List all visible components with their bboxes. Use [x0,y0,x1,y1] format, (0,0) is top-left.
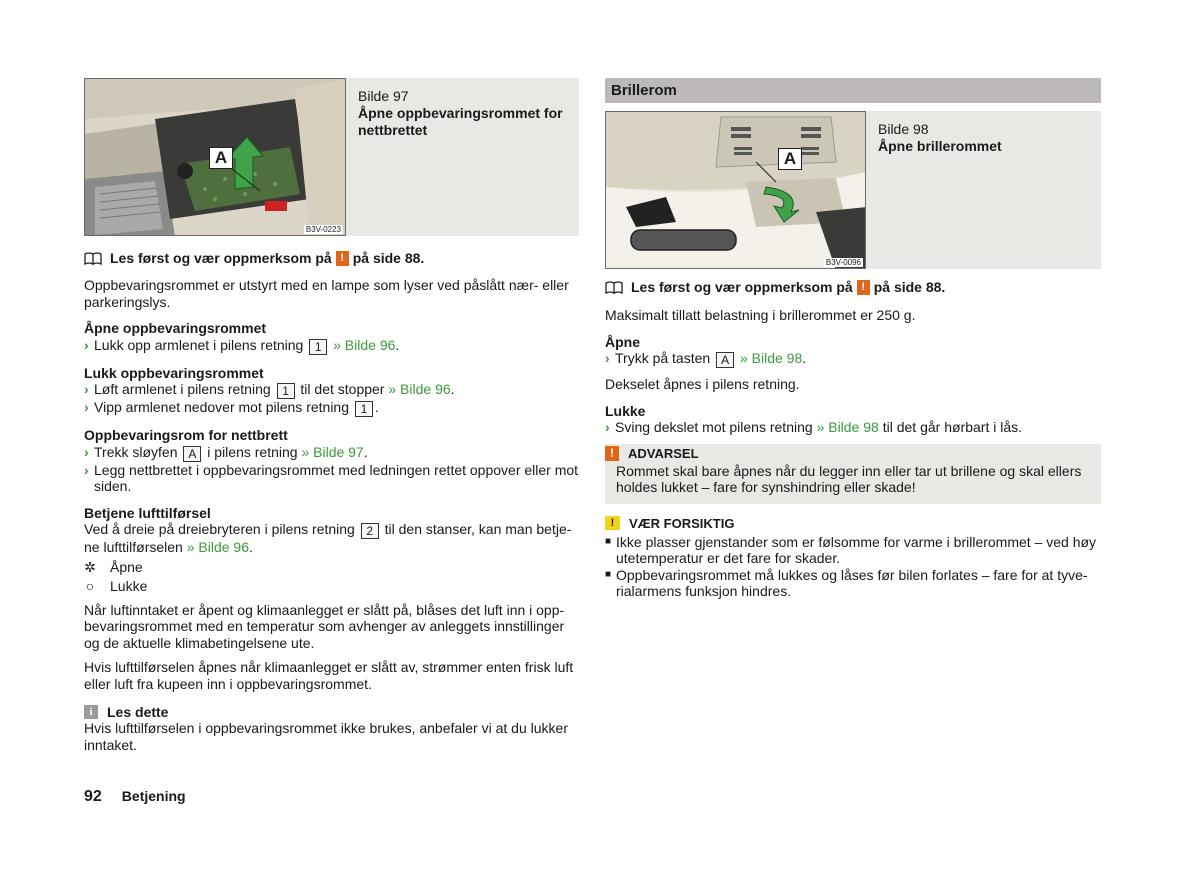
figure-97-code: B3V-0223 [305,225,341,234]
caution-list [605,534,1101,600]
figure-97-caption [346,78,579,236]
key-a: A [183,446,201,462]
air-heading: Betjene lufttilførsel [84,504,211,521]
caution-item: ■ Ikke plasser gjenstander som er følsomme for varme i brillerommet – ved høy utetemperatur er det fare for skader. [605,533,1097,566]
figure-97 [84,78,579,236]
warning-icon: ! [605,446,619,461]
air-paragraph-2: Hvis lufttilførselen åpnes når klimaanlegget er slått av, strømmer enten frisk luft eller luft fra kupeen inn i oppbevaringsrommet. [84,659,574,692]
air-paragraph-1: Når luftinntaket er åpent og klimaanlegget er slått på, blåses det luft inn i opp-bevaringsrommet med en temperatur som avhenger av anleggets innstillinger og de aktuelle klimabetingelsene ute. [84,601,565,651]
warning-mini-icon: ! [857,280,870,295]
read-first-left [84,250,579,266]
figure-98-caption [866,111,1012,269]
step-arrow-icon: › [84,336,89,353]
figure-reference-link[interactable]: » Bilde 98 [816,419,879,435]
warning-heading: ! ADVARSEL [605,446,1090,461]
page-number: 92 [84,788,102,805]
close-heading-right: Lukke [605,402,646,419]
read-first-page: på side 88. [352,250,425,266]
circle-closed-icon: ○ [85,577,95,594]
open-heading-right: Åpne [605,333,640,350]
right-column [605,78,1101,600]
glasses-compartment-illustration [606,112,866,269]
read-first-page: på side 88. [873,279,946,295]
max-load-text: Maksimalt tillatt belastning i brillerommet er 250 g. [605,307,916,323]
open-step-1: › Lukk opp armlenet i pilens retning 1 » Bilde 96. [84,336,400,354]
section-title: Brillerom [605,78,1101,103]
step-arrow-icon: › [84,443,89,460]
open-heading: Åpne oppbevaringsrommet [84,320,267,336]
tablet-step-2: › Legg nettbrettet i oppbevaringsrommet med ledningen rettet oppover eller mot siden. [84,461,579,494]
warning-mini-icon: ! [336,251,349,266]
tablet-step-1: › Trekk sløyfen A i pilens retning » Bilde 97. [84,443,368,461]
figure-98-image [605,111,866,269]
step-arrow-icon: › [605,419,610,435]
figure-98 [605,111,1101,269]
key-2: 2 [361,523,379,539]
caution-item: ■ Oppbevaringsrommet må lukkes og låses før bilen forlates – fare for at tyve-rialarmens funksjon hindres. [605,566,1088,599]
air-text: Ved å dreie på dreiebryteren i pilens retning 2 til den stanser, kan man betje-ne lufttilførselen » Bilde 96. [84,521,572,555]
page-footer [84,788,186,806]
key-a: A [716,352,734,368]
intro-text: Oppbevaringsrommet er utstyrt med en lampe som lyser ved påslått nær- eller parkeringslys. [84,277,569,310]
figure-97-label-a: A [209,147,233,169]
air-closed-row: ○ Lukke [85,577,148,594]
step-arrow-icon: › [84,461,89,478]
book-icon [605,281,623,294]
key-1: 1 [277,383,295,399]
figure-98-label-a: A [778,148,802,170]
step-arrow-icon: › [605,350,610,366]
figure-97-number: Bilde 97 [358,88,409,104]
fan-open-icon: ✲ [84,558,96,575]
step-arrow-icon: › [84,399,89,415]
figure-reference-link[interactable]: » Bilde 96 [388,381,451,397]
warning-box [605,444,1101,504]
open-text-right: Dekselet åpnes i pilens retning. [605,376,800,392]
read-first-right [605,279,1101,295]
caution-heading: ! VÆR FORSIKTIG [605,516,1101,531]
book-icon [84,252,102,265]
tablet-heading: Oppbevaringsrom for nettbrett [84,427,288,443]
key-1: 1 [355,401,373,417]
air-open-row: ✲ Åpne [84,558,143,575]
close-heading: Lukk oppbevaringsrommet [84,364,264,381]
close-step-1: › Løft armlenet i pilens retning 1 til det stopper » Bilde 96. [84,381,455,398]
bullet-icon: ■ [605,568,612,580]
read-first-text: Les først og vær oppmerksom på [631,279,853,295]
key-1: 1 [309,339,327,355]
note-text: Hvis lufttilførselen i oppbevaringsrommet ikke brukes, anbefaler vi at du lukker inntaket. [84,720,568,753]
figure-98-code: B3V-0096 [825,258,861,267]
footer-section: Betjening [121,788,186,804]
close-step-2: › Vipp armlenet nedover mot pilens retning 1 . [84,399,379,416]
left-column [84,78,579,753]
close-step-right: › Sving dekslet mot pilens retning » Bilde 98 til det går hørbart i lås. [605,419,1023,435]
figure-98-title: Åpne brillerommet [878,138,1002,154]
figure-reference-link[interactable]: » Bilde 98 [739,350,803,366]
warning-text: Rommet skal bare åpnes når du legger inn eller tar ut brillene og skal ellers holdes lukket – fare for synshindring eller skade! [616,462,1082,495]
bullet-icon: ■ [605,535,612,547]
figure-97-title: Åpne oppbevaringsrommet for nettbrettet [358,105,563,138]
figure-97-image [84,78,346,236]
figure-reference-link[interactable]: » Bilde 96 [333,336,396,353]
info-icon: i [84,705,98,719]
figure-98-number: Bilde 98 [878,121,929,137]
note-heading: i Les dette [84,704,579,720]
step-arrow-icon: › [84,381,89,397]
open-step-right: › Trykk på tasten A » Bilde 98. [605,350,807,367]
figure-reference-link[interactable]: » Bilde 97 [301,443,364,460]
caution-icon: ! [605,516,620,530]
read-first-text: Les først og vær oppmerksom på [110,250,332,266]
figure-reference-link[interactable]: » Bilde 96 [186,539,249,555]
